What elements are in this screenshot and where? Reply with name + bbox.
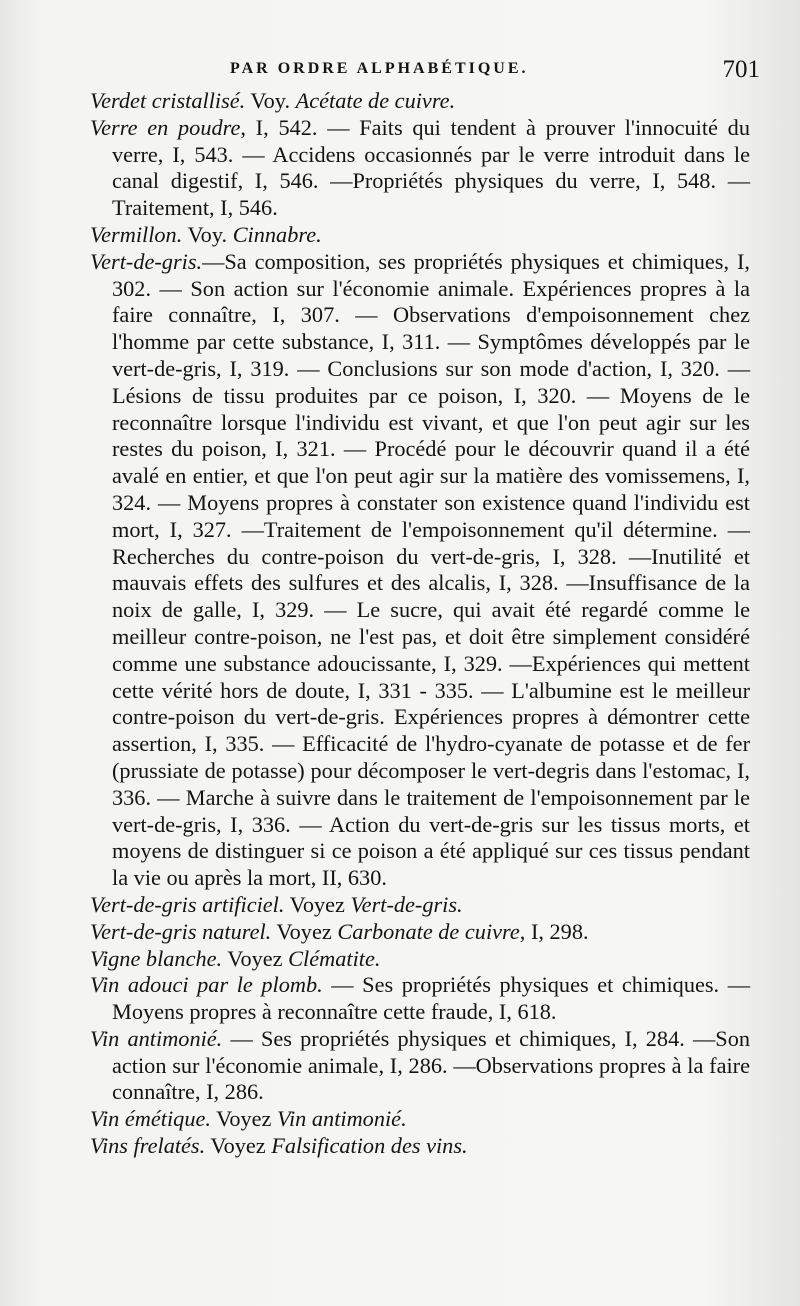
index-entry [90,972,750,1026]
index-entry [90,88,750,115]
entry-term: Vin adouci par le plomb. [90,972,323,998]
entry-term: Verre en poudre [90,114,241,140]
entry-see: Voy. [182,221,233,247]
entry-term: Verdet cristallisé. [90,88,246,113]
entry-see: Voyez [271,918,338,944]
entry-term: Vin émétique. [90,1106,211,1132]
index-entry [90,249,750,892]
entry-reference: Acétate de cuivre. [295,88,456,113]
index-entry [90,1026,750,1106]
entry-reference: Carbonate de cuivre [337,918,520,944]
entry-body: , I, 542. — Faits qui tendent à prouver l'innocuité du verre, I, 543. — Accidens occasionnés par le verre introduit dans le canal digestif, I, 546. —Propriétés physiques du verre, I, 548. — Traitement, I, 546. [112,114,750,221]
index-entry [90,919,750,946]
index-entry [90,222,750,249]
page-number: 701 [722,56,760,83]
running-title: PAR ORDRE ALPHABÉTIQUE. [230,60,529,77]
entry-reference: Clématite. [288,945,381,971]
entry-see: Voy. [245,88,296,113]
entry-reference: Vert-de-gris. [350,891,463,917]
index-entry [90,1106,750,1133]
entry-term: Vert-de-gris. [90,248,203,274]
entry-term: Vert-de-gris artificiel. [90,891,285,917]
entry-term: Vin antimonié. [90,1025,223,1051]
entry-term: Vigne blanche. [90,945,223,971]
index-entry [90,892,750,919]
entry-term: Vert-de-gris naturel. [90,918,272,944]
entry-term: Vermillon. [90,221,183,247]
entry-see: Voyez [210,1106,278,1132]
entry-body: — Ses propriétés physiques et chimiques. —Moyens propres à reconnaître cette fraude, I, 618. [112,972,750,1025]
entry-reference: Falsification des vins. [271,1133,468,1159]
index-entry [90,946,750,973]
entry-see: Voyez [222,945,289,971]
entry-body: — Ses propriétés physiques et chimiques, I, 284. —Son action sur l'économie animale, I, 286. —Observations propres à la faire connaître, I, 286. [112,1025,750,1105]
index-entry [90,1133,750,1160]
entry-term: Vins frelatés. [90,1133,206,1159]
index-entries [90,88,750,1160]
entry-reference: Vin antimonié. [277,1106,407,1132]
entry-see: Voyez [284,891,351,917]
entry-body: , I, 298. [519,918,589,944]
entry-reference: Cinnabre. [232,221,322,247]
entry-body: —Sa composition, ses propriétés physiques et chimiques, I, 302. — Son action sur l'économie animale. Expériences propres à la faire connaître, I, 307. — Observations d'empoisonnement chez l'homme par cette substance, I, 311. — Symptômes développés par le vert-de-gris, I, 319. — Conclusions sur son mode d'action, I, 320. — Lésions de tissu produites par ce poison, I, 320. — Moyens de le reconnaître lorsque l'individu est vivant, et que l'on peut agir sur les restes du poison, I, 321. — Procédé pour le découvrir quand il a été avalé en entier, et que l'on peut agir sur la matière des vomissemens, I, 324. — Moyens propres à constater son existence quand l'individu est mort, I, 327. —Traitement de l'empoisonnement qu'il détermine. —Recherches du contre-poison du vert-de-gris, I, 328. —Inutilité et mauvais effets des sulfures et des alcalis, I, 328. —Insuffisance de la noix de galle, I, 329. — Le sucre, qui avait été regardé comme le meilleur contre-poison, ne l'est pas, et doit être simplement considéré comme une substance adoucissante, I, 329. —Expériences qui mettent cette vérité hors de doute, I, 331 - 335. — L'albumine est le meilleur contre-poison du vert-de-gris. Expériences propres à démontrer cette assertion, I, 335. — Efficacité de l'hydro-cyanate de potasse et de fer (prussiate de potasse) pour décomposer le vert-degris dans l'estomac, I, 336. — Marche à suivre dans le traitement de l'empoisonnement par le vert-de-gris, I, 336. — Action du vert-de-gris sur les tissus morts, et moyens de distinguer si ce poison a été appliqué sur ces tissus pendant la vie ou après la mort, II, 630. [112,248,750,891]
page-header [90,56,760,86]
entry-see: Voyez [205,1133,272,1159]
index-entry [90,115,750,222]
